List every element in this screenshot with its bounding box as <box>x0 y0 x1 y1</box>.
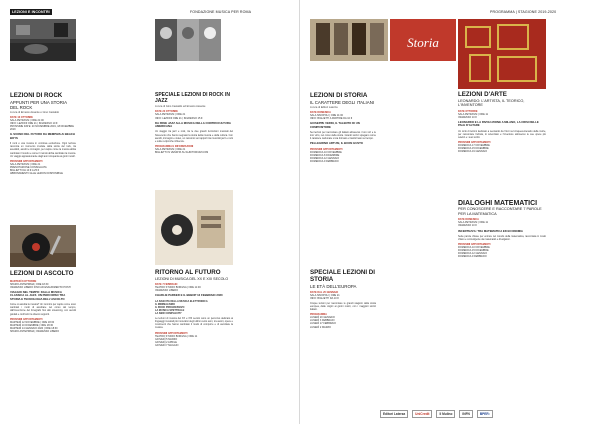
rock-event-title: IL SUONO DEL FUTURO DA MEMPHIS AI BEACH BOYS <box>10 132 75 140</box>
left-header-tag: LEZIONI E INCONTRI <box>12 10 50 14</box>
right-page <box>300 0 600 424</box>
rock-title: LEZIONI DI ROCK <box>10 92 63 99</box>
arte-event-title: LEONARDO E LA RIVOLUZIONE A MILANO, LA CRISI DELLE PALE D'ALTARE <box>458 119 539 128</box>
ascolto-title: LEZIONI DI ASCOLTO <box>10 270 74 277</box>
jazz-body: Un viaggio tra jazz e rock, tra le due grandi rivoluzioni musicali del Novecento che hanno segnato la storia della musica e della cultura. Con ascolti, immagini e video, un racconto sui rapporti tra musicisti jazz e rock e sulle reciproche influenze. <box>155 130 233 143</box>
storia-title: LEZIONI DI STORIA <box>310 92 368 99</box>
futuro-title: RITORNO AL FUTURO <box>155 269 221 276</box>
storia-curators: A cura di Editori Laterza <box>310 105 338 109</box>
svg-text:Storia: Storia <box>407 35 439 50</box>
logo-laterza: Editori Laterza <box>380 410 408 418</box>
futuro-event-title: CHARLIE PARKER E IL BEBOP 12 FEBBRAIO 2020 <box>155 293 223 298</box>
europa-title: SPECIALE LEZIONI DI STORIA <box>310 269 375 283</box>
jazz-program: PROGRAMMA E INFORMAZIONI SALA PETRASSI | ORE 21 BIGLIETTI IN VENDITA SU AUDITORIUM.COM <box>155 144 209 155</box>
logo-infn: INFN <box>459 410 472 418</box>
jazz-title: SPECIALE LEZIONI DI ROCK IN JAZZ <box>155 92 231 104</box>
futuro-items: LA NASCITA DELLA MUSICA ELETTRONICA IL MINIMALISMO IL ROCK PROGRESSIVO LA MUSICA SPETTRALE LA NEW COMPLEXITY <box>155 299 208 316</box>
matematica-title: DIALOGHI MATEMATICI <box>458 200 538 207</box>
logo-unicredit: UniCredit <box>412 410 432 418</box>
jazz-meta: DATE 22 OTTOBRE SALA PETRASSI | ORE 21 INFO: LEZIONI ORE 21 | INGRESSO 15 € <box>155 110 203 120</box>
arte-meta: DATE OTTOBRE SALA PETRASSI | ORE 11 INGRESSO 10 € <box>458 109 489 119</box>
jazz-curators: A cura di Gino Castaldo ed Ernesto Assante <box>155 105 206 109</box>
storia-event-title: GIUSEPPE VERDI, IL TALENTO DI UN COMPOSITORE <box>310 121 360 129</box>
ascolto-section <box>10 271 76 333</box>
europa-section <box>310 270 376 329</box>
logo-bper: BPER: <box>477 410 493 418</box>
storia-body: Sei lezioni per raccontare gli italiani attraverso i loro vizi e le loro virtù, nel corso della storia. Grandi storici spiegano come il carattere nazionale si sia formato e trasformato nel tempo. <box>310 131 376 141</box>
sponsor-logos <box>380 410 493 418</box>
left-header-right: FONDAZIONE MUSICA PER ROMA <box>190 10 252 14</box>
futuro-section <box>155 270 233 347</box>
storia-meta: DATE DOMENICA SALA SINOPOLI | ORE 11:00 INFO: BIGLIETTI A PARTIRE DA 10 € <box>310 111 353 121</box>
matematica-meta: DATE DOMENICA SALA PETRASSI | ORE 11 INGRESSO 10 € <box>458 218 489 228</box>
futuro-photo <box>155 190 233 265</box>
matematica-section <box>458 200 546 259</box>
europa-meta: DATE DAL 20 GENNAIO SALA SINOPOLI | ORE 21 INFO: BIGLIETTI DA 10 € <box>310 290 340 300</box>
rock-curators: A cura di Ernesto Assante e Gino Castaldo <box>10 110 60 114</box>
rock-program: PROSSIMI APPUNTAMENTI SALA PETRASSI | ORE 21 PRENOTAZIONE CONSIGLIATA BIGLIETTI DA 10 € A 25 € ABBONAMENTO ALLE LEZIONI DISPONIBILE <box>10 159 63 176</box>
futuro-subtitle: LEZIONI DI MUSICA DEL XX E XXI SECOLO <box>155 276 229 281</box>
jazz-section <box>155 93 233 154</box>
ascolto-event-title: VIAGGIO NEL TEMPO: DALLA MUSICA CLASSICA AL JAZZ. UN PERCORSO TRA STORIA E TECNOLOGIA DELL'ASCOLTO <box>10 290 66 301</box>
matematica-body: Sette parole chiave per entrare nel mondo della matematica, raccontata in modo chiaro e coinvolgente da matematici e divulgatori. <box>458 234 546 241</box>
storia-logo-photo <box>390 19 456 61</box>
jazz-event-title: DA FREE JAZZ ALLA MUSICA DELLA CONTROCULTURA AMERICANA <box>155 120 231 129</box>
europa-program: PROGRAMMA LUNEDÌ 20 GENNAIO LUNEDÌ 3 FEBBRAIO LUNEDÌ 17 FEBBRAIO LUNEDÌ 2 MARZO <box>310 313 336 329</box>
rock-section <box>10 93 76 175</box>
arte-body: Un ciclo di lezioni dedicato a Leonardo da Vinci nel cinquecentenario della morte, per raccontare l'artista, lo scienziato e l'inventore attraverso le sue opere più celebri e i suoi scritti. <box>458 129 546 139</box>
arte-title: LEZIONI D'ARTE <box>458 91 507 98</box>
futuro-program: PROSSIMI APPUNTAMENTI TEATRO STUDIO BORGNA | ORE 11 GIOVEDÌ 5 MARZO GIOVEDÌ 2 APRILE GIOVEDÌ 7 MAGGIO <box>155 331 198 347</box>
arte-program: PROSSIMI APPUNTAMENTI DOMENICA 17 NOVEMBRE DOMENICA 15 DICEMBRE DOMENICA 19 GENNAIO <box>458 140 491 154</box>
ascolto-body: Come si ascolta la musica? Un incontro per capire come sono cambiati i modi di ascoltare nel corso del tempo, dall'invenzione del fonografo fino allo streaming, con ascolti guidati e confronti tra diversi supporti. <box>10 303 76 316</box>
arte-subtitle: LEONARDO: L'ARTISTA, IL TEORICO, L'INVENTORE <box>458 98 525 108</box>
ascolto-meta: MARTEDÌ 8 OTTOBRE SPAZIO ANTEPRIMA | ORE 18:30 INGRESSO LIBERO FINO AD ESAURIMENTO POSTI <box>10 279 71 289</box>
matematica-event-title: INCERTEZZA: TRA MATEMATICA ED ECONOMIA <box>458 228 523 233</box>
rock-subtitle: APPUNTI PER UNA STORIA DEL ROCK <box>10 99 67 110</box>
jazz-photo <box>155 19 221 61</box>
storia-section <box>310 93 376 163</box>
europa-subtitle: LE ETÀ DELL'EUROPA <box>310 283 357 289</box>
storia-speaker: PELLEGRINO ARTUSI, IL BUON GUSTO <box>310 141 363 146</box>
right-header: PROGRAMMA | STAGIONE 2019-2020 <box>490 10 557 14</box>
arte-photo <box>458 19 546 89</box>
arte-section <box>458 92 546 153</box>
ascolto-program: PROSSIMI APPUNTAMENTI MARTEDÌ 12 NOVEMBRE | ORE 18:30 MARTEDÌ 10 DICEMBRE | ORE 18:30 MARTEDÌ 14 GENNAIO 2020 | ORE 18:30 SPAZIO ANTEPRIMA | INGRESSO LIBERO <box>10 317 60 334</box>
futuro-body: Le lezioni di musica del XX e XXI secolo sono un percorso dedicato ai linguaggi musicali più innovativi degli ultimi cento anni, tra autori, opere e movimenti che hanno cambiato il modo di comporre e di ascoltare la musica. <box>155 317 233 330</box>
rock-photo <box>10 19 76 61</box>
storia-photo <box>310 19 388 61</box>
ascolto-photo <box>10 225 76 267</box>
matematica-program: PROSSIMI APPUNTAMENTI DOMENICA 10 NOVEMBRE DOMENICA 15 DICEMBRE DOMENICA 12 GENNAIO DOMENICA 9 FEBBRAIO <box>458 243 491 259</box>
storia-program: PROSSIMI APPUNTAMENTI DOMENICA 10 NOVEMBRE DOMENICA 8 DICEMBRE DOMENICA 12 GENNAIO DOMENICA 9 FEBBRAIO <box>310 147 343 164</box>
matematica-subtitle: PER CONOSCERE E RACCONTARE 7 PAROLE PER LA MATEMATICA <box>458 207 542 216</box>
europa-body: Cinque lezioni per raccontare le grandi stagioni della storia europea, dalle origini ai giorni nostri, con i maggiori storici italiani. <box>310 301 376 312</box>
futuro-meta: DATE 7 FEBBRAIO TEATRO STUDIO BORGNA | ORE 11:00 INGRESSO LIBERO <box>155 283 201 293</box>
logo-mulino: Il Mulino <box>436 410 455 418</box>
rock-meta: DATE 16 OTTOBRE SALA PETRASSI | ORE 21:00 INFO: LEZIONI ORE 21 | INGRESSO 10 € PROSSIME DATE: 20 NOVEMBRE 2019, 18 DICEMBRE 2019 <box>10 116 74 132</box>
rock-body: Il rock è una musica in continua evoluzione. Ogni lezione racconta un momento cruciale della storia del rock, tra aneddoti, ascolti e immagini, per capire come la musica abbia cambiato il mondo e come il mondo abbia cambiato la musica. Un viaggio appassionante dagli anni cinquanta ai giorni nostri. <box>10 142 76 158</box>
storia-subtitle: IL CARATTERE DEGLI ITALIANI <box>310 99 375 105</box>
